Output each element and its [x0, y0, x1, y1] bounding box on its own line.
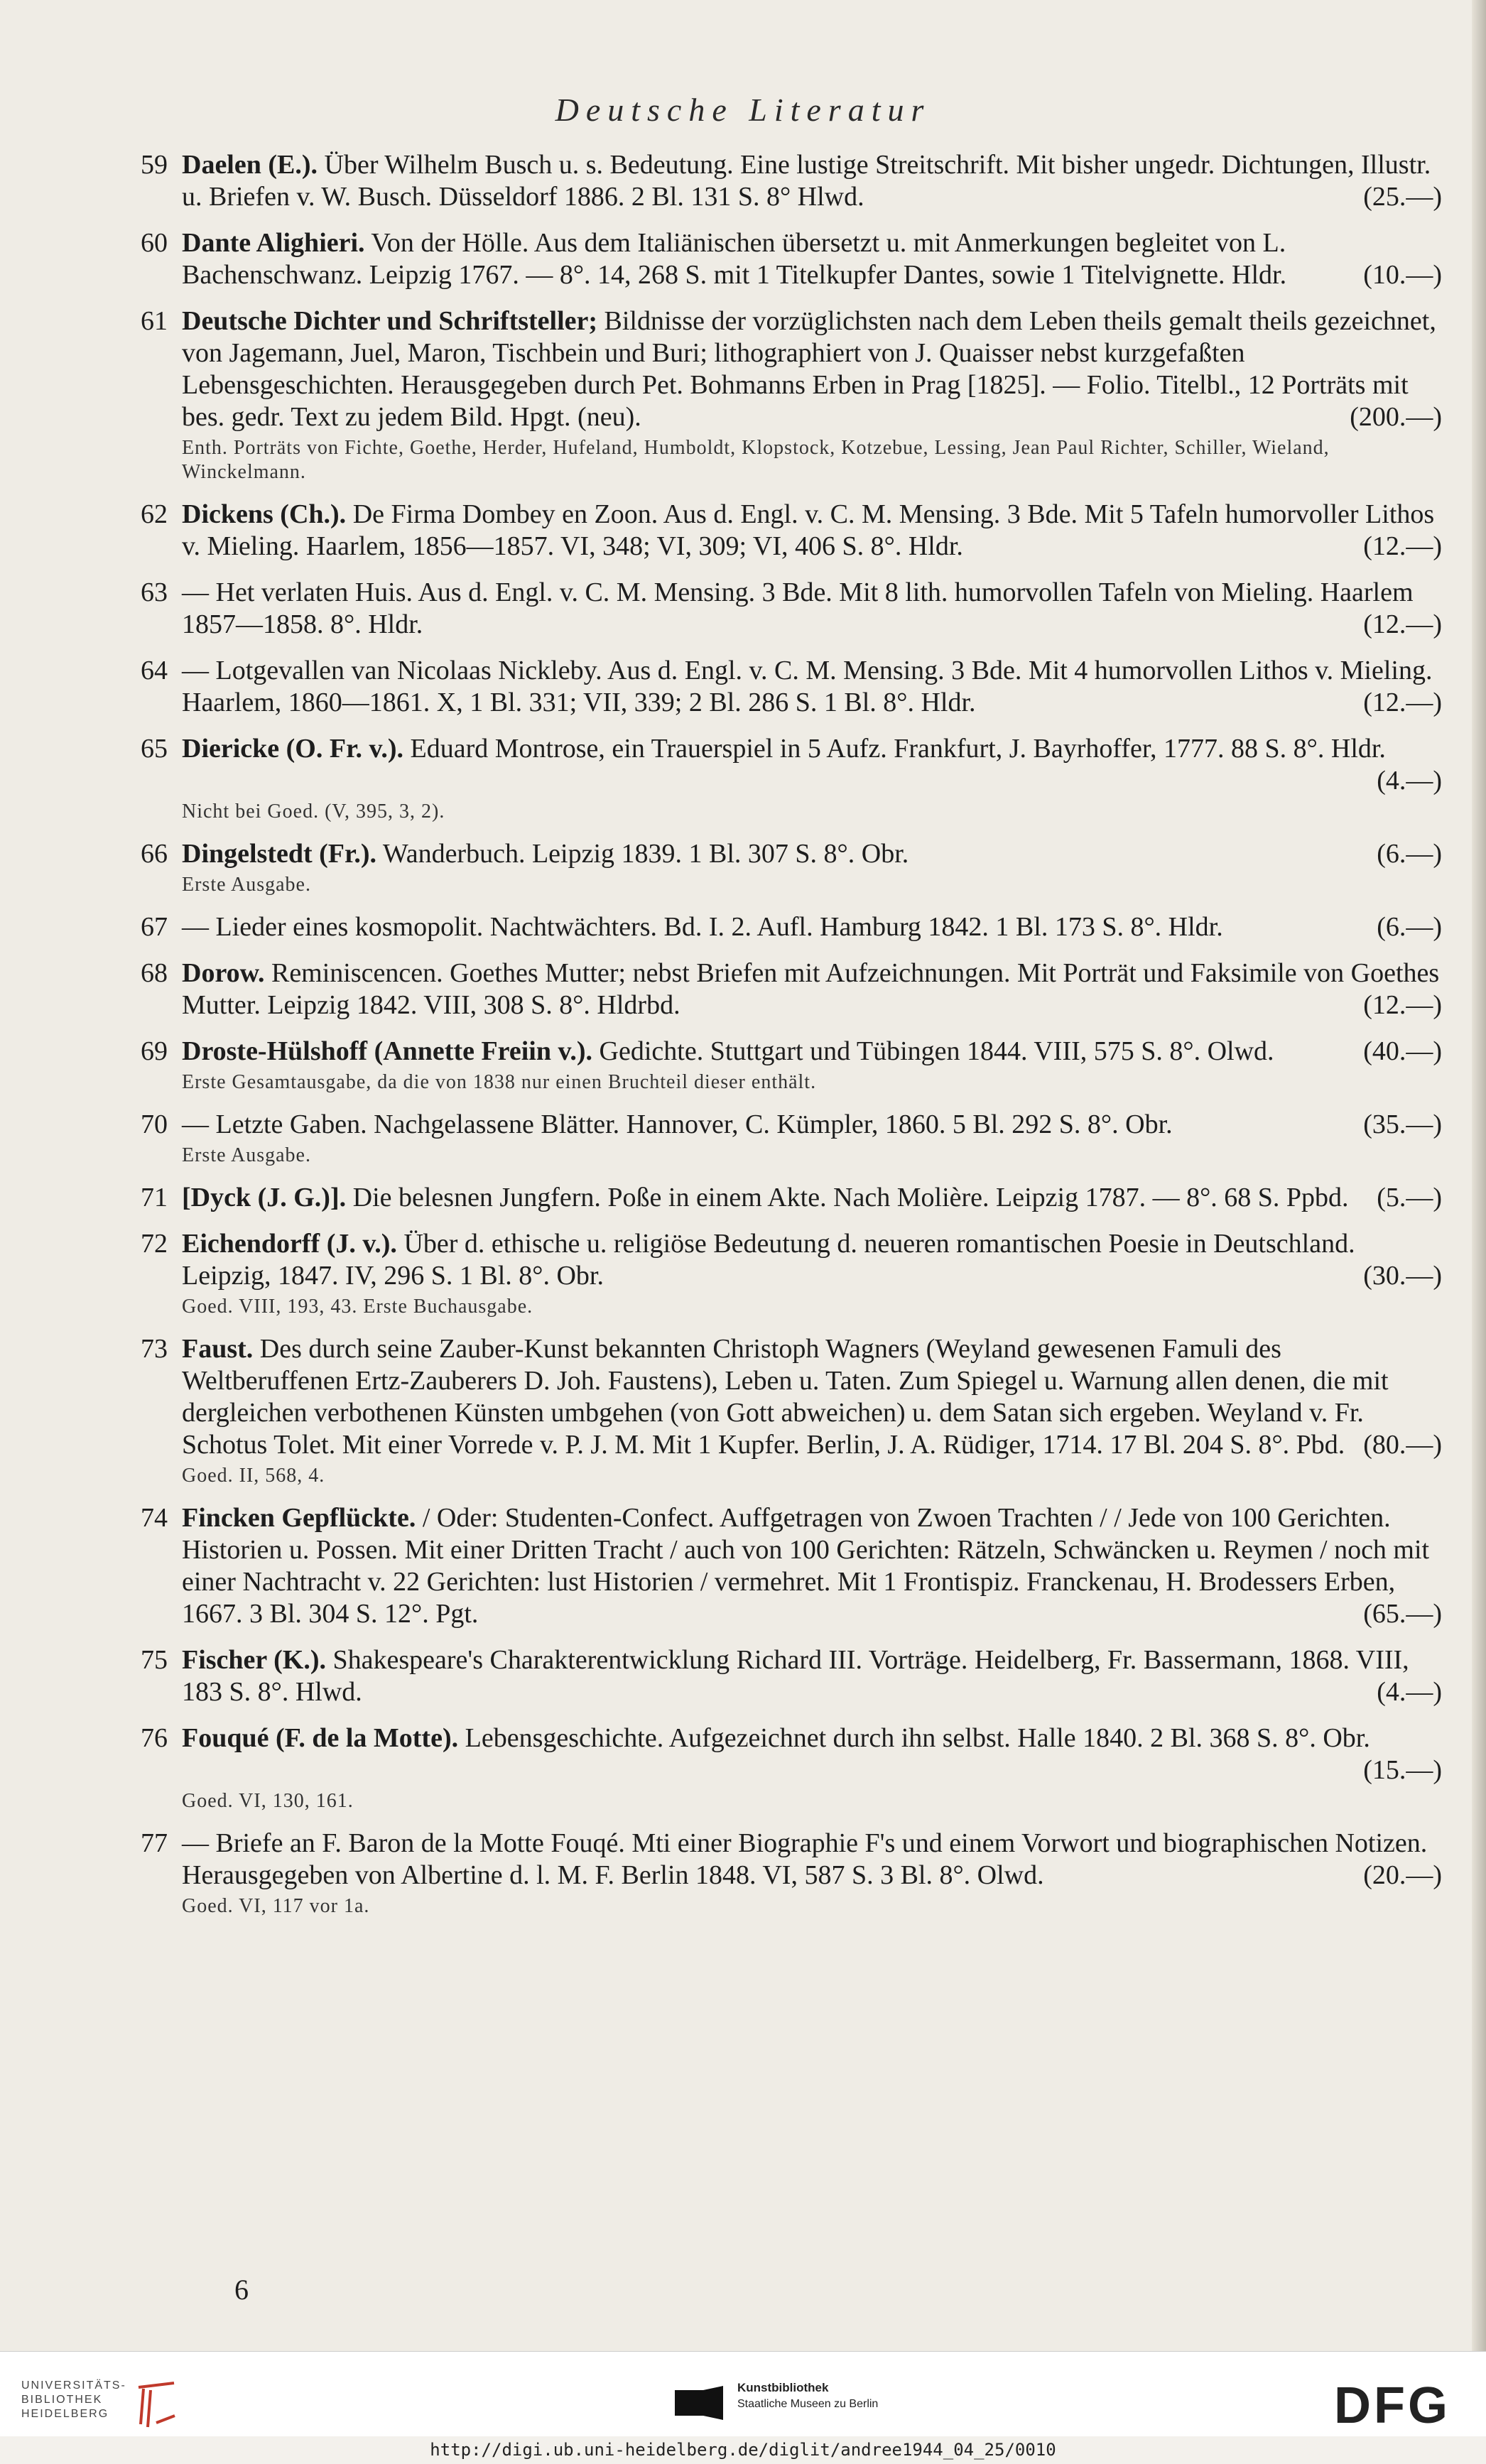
dfg-logo[interactable]: DFG: [1334, 2377, 1450, 2434]
entry-note: Erste Gesamtausgabe, da die von 1838 nur einen Bruchteil dieser enthält.: [182, 1071, 817, 1093]
running-header: Deutsche Literatur: [555, 92, 931, 128]
entry-price: (6.—): [1377, 912, 1442, 942]
entry-text: [182, 1722, 1442, 1786]
entry-price: (40.—): [1363, 1036, 1442, 1066]
entry-description: — Briefe an F. Baron de la Motte Fouqé. Mti einer Biographie F's und einem Vorwort und biographischen Notizen. Herausgegeben von Albertine d. l. M. F. Berlin 1848. VI, 587 S. 3 Bl. 8°. Olwd.: [182, 1828, 1428, 1890]
entry-title: Dante Alighieri.: [182, 228, 365, 258]
catalog-entry: [135, 227, 1442, 291]
entry-description: Reminiscencen. Goethes Mutter; nebst Briefen mit Aufzeichnungen. Mit Porträt und Faksimile von Goethes Mutter. Leipzig 1842. VIII, 308 S. 8°. Hldrbd.: [182, 958, 1440, 1020]
catalog-entry: [135, 1828, 1442, 1918]
entry-title: Dingelstedt (Fr.).: [182, 839, 377, 869]
entry-title: Droste-Hülshoff (Annette Freiin v.).: [182, 1036, 593, 1066]
page-number: 6: [234, 2274, 249, 2306]
catalog-entry: [135, 733, 1442, 824]
entry-description: Die belesnen Jungfern. Poße in einem Akte. Nach Molière. Leipzig 1787. — 8°. 68 S. Ppbd.: [346, 1183, 1349, 1212]
entry-number: 74: [141, 1503, 168, 1533]
entry-price: (80.—): [1363, 1430, 1442, 1460]
footer-bar: [0, 2351, 1486, 2437]
entry-description: Über Wilhelm Busch u. s. Bedeutung. Eine lustige Streitschrift. Mit bisher ungedr. Dichtungen, Illustr. u. Briefen v. W. Busch. Düsseldorf 1886. 2 Bl. 131 S. 8° Hlwd.: [182, 150, 1431, 212]
entry-description: — Letzte Gaben. Nachgelassene Blätter. Hannover, C. Kümpler, 1860. 5 Bl. 292 S. 8°. Obr.: [182, 1109, 1173, 1139]
entry-price: (4.—): [1377, 766, 1442, 796]
entry-text: [182, 957, 1442, 1021]
entry-text: [182, 1502, 1442, 1630]
entry-price: (12.—): [1363, 531, 1442, 561]
catalog-entry: [135, 1722, 1442, 1813]
entry-price: (12.—): [1363, 688, 1442, 717]
entry-description: Wanderbuch. Leipzig 1839. 1 Bl. 307 S. 8°. Obr.: [376, 839, 909, 869]
catalog-entry: [135, 499, 1442, 563]
entry-note: Erste Ausgabe.: [182, 1144, 311, 1166]
entry-description: Lebensgeschichte. Aufgezeichnet durch ihn selbst. Halle 1840. 2 Bl. 368 S. 8°. Obr.: [458, 1723, 1370, 1753]
entry-number: 77: [141, 1828, 168, 1858]
catalog-entry: [135, 1182, 1442, 1214]
kunstbibliothek-icon: [675, 2386, 723, 2420]
entry-number: 68: [141, 958, 168, 988]
entry-price: (15.—): [1363, 1755, 1442, 1785]
catalog-entry: [135, 1502, 1442, 1630]
entry-title: Fouqué (F. de la Motte).: [182, 1723, 459, 1753]
entry-description: Shakespeare's Charakterentwicklung Richard III. Vorträge. Heidelberg, Fr. Bassermann, 1868. VIII, 183 S. 8°. Hlwd.: [182, 1645, 1409, 1707]
entry-price: (35.—): [1363, 1109, 1442, 1139]
entry-description: / Oder: Studenten-Confect. Auffgetragen von Zwoen Trachten / / Jede von 100 Gerichten. Historien u. Possen. Mit einer Dritten Tracht / auch von 100 Gerichten: Rätzeln, Schwäncken u. Reymen / noch mit einer Nachtracht v. 22 Gerichten: lust Historien / vermehret. Mit 1 Frontispiz. Franckenau, H. Brodessers Erben, 1667. 3 Bl. 304 S. 12°. Pgt.: [182, 1503, 1430, 1629]
entry-text: [182, 499, 1442, 563]
catalog-entry: [135, 1109, 1442, 1168]
entry-title: Dickens (Ch.).: [182, 499, 347, 529]
entry-price: (65.—): [1363, 1599, 1442, 1629]
entry-title: Fincken Gepflückte.: [182, 1503, 416, 1533]
entry-title: Deutsche Dichter und Schriftsteller;: [182, 306, 598, 336]
entry-description: Über d. ethische u. religiöse Bedeutung d. neueren romantischen Poesie in Deutschland. Leipzig, 1847. IV, 296 S. 1 Bl. 8°. Obr.: [182, 1229, 1355, 1291]
catalog-entry: [135, 1644, 1442, 1708]
entry-text: [182, 655, 1442, 719]
catalog-entry: [135, 305, 1442, 484]
entry-number: 67: [141, 912, 168, 942]
entry-note: Nicht bei Goed. (V, 395, 3, 2).: [182, 800, 445, 823]
entry-text: [182, 1036, 1442, 1068]
entry-note: Goed. VIII, 193, 43. Erste Buchausgabe.: [182, 1296, 533, 1318]
entry-number: 61: [141, 306, 168, 336]
entry-description: Des durch seine Zauber-Kunst bekannten Christoph Wagners (Weyland gewesenen Famuli des Weltberuffenen Ertz-Zauberers D. Joh. Faustens), Leben u. Taten. Zum Spiegel u. Warnung allen denen, die mit dergleichen verbothenen Künsten umbgehen (von Gott abweichen) u. dem Satan sich ergeben. Weyland v. Fr. Schotus Tolet. Mit einer Vorrede v. P. J. M. Mit 1 Kupfer. Berlin, J. A. Rüdiger, 1714. 17 Bl. 204 S. 8°. Pbd.: [182, 1334, 1389, 1460]
entry-number: 66: [141, 839, 168, 869]
entry-description: Bildnisse der vorzüglichsten nach dem Leben theils gemalt theils gezeichnet, von Jagemann, Juel, Maron, Tischbein und Buri; lithographiert von J. Quaisser nebst kurzgefaßten Lebensgeschichten. Herausgegeben durch Pet. Bohmanns Erben in Prag [1825]. — Folio. Titelbl., 12 Porträts mit bes. gedr. Text zu jedem Bild. Hpgt. (neu).: [182, 306, 1436, 432]
entry-description: — Lotgevallen van Nicolaas Nickleby. Aus d. Engl. v. C. M. Mensing. 3 Bde. Mit 4 humorvollen Lithos v. Mieling. Haarlem, 1860—1861. X, 1 Bl. 331; VII, 339; 2 Bl. 286 S. 1 Bl. 8°. Hldr.: [182, 656, 1433, 717]
catalog-entry: [135, 957, 1442, 1021]
entry-price: (12.—): [1363, 990, 1442, 1020]
ub-logo-line: UNIVERSITÄTS-: [21, 2379, 126, 2392]
entry-title: Eichendorff (J. v.).: [182, 1229, 397, 1259]
entry-text: [182, 227, 1442, 291]
entry-description: Von der Hölle. Aus dem Italiänischen übersetzt u. mit Anmerkungen begleitet von L. Bachenschwanz. Leipzig 1767. — 8°. 14, 268 S. mit 1 Titelkupfer Dantes, sowie 1 Titelvignette. Hldr.: [182, 228, 1287, 290]
entry-description: Gedichte. Stuttgart und Tübingen 1844. VIII, 575 S. 8°. Olwd.: [592, 1036, 1274, 1066]
entry-price: (20.—): [1363, 1860, 1442, 1890]
entry-price: (12.—): [1363, 609, 1442, 639]
ub-logo-line: BIBLIOTHEK: [21, 2394, 103, 2406]
entry-price: (5.—): [1377, 1183, 1442, 1212]
catalog-entry: [135, 1228, 1442, 1319]
entry-number: 69: [141, 1036, 168, 1066]
entry-price: (25.—): [1363, 182, 1442, 212]
catalog-entry: [135, 1333, 1442, 1488]
entry-number: 59: [141, 150, 168, 180]
entry-title: [Dyck (J. G.)].: [182, 1183, 347, 1212]
entry-title: Fischer (K.).: [182, 1645, 326, 1675]
entry-text: [182, 1182, 1442, 1214]
entry-text: [182, 149, 1442, 213]
entry-number: 71: [141, 1183, 168, 1212]
kb-title: Kunstbibliothek: [737, 2381, 829, 2394]
entry-number: 75: [141, 1645, 168, 1675]
entry-price: (6.—): [1377, 839, 1442, 869]
entry-price: (30.—): [1363, 1261, 1442, 1291]
entry-text: [182, 1228, 1442, 1292]
entry-note: Goed. II, 568, 4.: [182, 1465, 325, 1487]
page-edge: [1472, 0, 1486, 2351]
entry-title: Faust.: [182, 1334, 254, 1364]
catalog-entry: [135, 838, 1442, 897]
entry-text: [182, 1333, 1442, 1461]
entry-note: Goed. VI, 130, 161.: [182, 1790, 354, 1812]
entry-text: [182, 1644, 1442, 1708]
entry-number: 62: [141, 499, 168, 529]
kb-subtitle: Staatliche Museen zu Berlin: [737, 2398, 879, 2410]
entry-price: (10.—): [1363, 260, 1442, 290]
entry-number: 73: [141, 1334, 168, 1364]
entry-description: — Lieder eines kosmopolit. Nachtwächters. Bd. I. 2. Aufl. Hamburg 1842. 1 Bl. 173 S. 8°. Hldr.: [182, 912, 1223, 942]
entry-number: 65: [141, 734, 168, 764]
entry-description: De Firma Dombey en Zoon. Aus d. Engl. v. C. M. Mensing. 3 Bde. Mit 5 Tafeln humorvoller Lithos v. Mieling. Haarlem, 1856—1857. VI, 348; VI, 309; VI, 406 S. 8°. Hldr.: [182, 499, 1435, 561]
entry-text: [182, 305, 1442, 433]
source-url[interactable]: http://digi.ub.uni-heidelberg.de/diglit/andree1944_04_25/0010: [0, 2436, 1486, 2464]
entry-title: Daelen (E.).: [182, 150, 318, 180]
ub-seal-icon: [135, 2380, 178, 2430]
entry-text: [182, 733, 1442, 797]
entry-number: 64: [141, 656, 168, 685]
catalog-entry: [135, 577, 1442, 641]
entry-text: [182, 1828, 1442, 1892]
catalog-entry: [135, 655, 1442, 719]
entry-title: Dorow.: [182, 958, 265, 988]
entry-text: [182, 577, 1442, 641]
entry-note: Goed. VI, 117 vor 1a.: [182, 1895, 370, 1917]
entry-price: (200.—): [1350, 402, 1442, 432]
entry-number: 63: [141, 577, 168, 607]
entry-number: 60: [141, 228, 168, 258]
entry-text: [182, 1109, 1442, 1141]
catalog-entry: [135, 1036, 1442, 1095]
entry-number: 70: [141, 1109, 168, 1139]
catalog-entry: [135, 911, 1442, 943]
entry-note: Erste Ausgabe.: [182, 874, 311, 896]
entry-description: — Het verlaten Huis. Aus d. Engl. v. C. M. Mensing. 3 Bde. Mit 8 lith. humorvollen Tafeln von Mieling. Haarlem 1857—1858. 8°. Hldr.: [182, 577, 1414, 639]
entry-price: (4.—): [1377, 1677, 1442, 1707]
entry-number: 76: [141, 1723, 168, 1753]
entry-note: Enth. Porträts von Fichte, Goethe, Herder, Hufeland, Humboldt, Klopstock, Kotzebue, Lessing, Jean Paul Richter, Schiller, Wieland, Winckelmann.: [182, 437, 1330, 483]
entry-description: Eduard Montrose, ein Trauerspiel in 5 Aufz. Frankfurt, J. Bayrhoffer, 1777. 88 S. 8°. Hldr.: [403, 734, 1386, 764]
entry-text: [182, 838, 1442, 870]
entry-list: [135, 149, 1442, 1933]
entry-text: [182, 911, 1442, 943]
catalog-entry: [135, 149, 1442, 213]
ub-heidelberg-logo[interactable]: [21, 2379, 126, 2421]
ub-logo-line: HEIDELBERG: [21, 2408, 109, 2420]
entry-number: 72: [141, 1229, 168, 1259]
entry-title: Diericke (O. Fr. v.).: [182, 734, 404, 764]
